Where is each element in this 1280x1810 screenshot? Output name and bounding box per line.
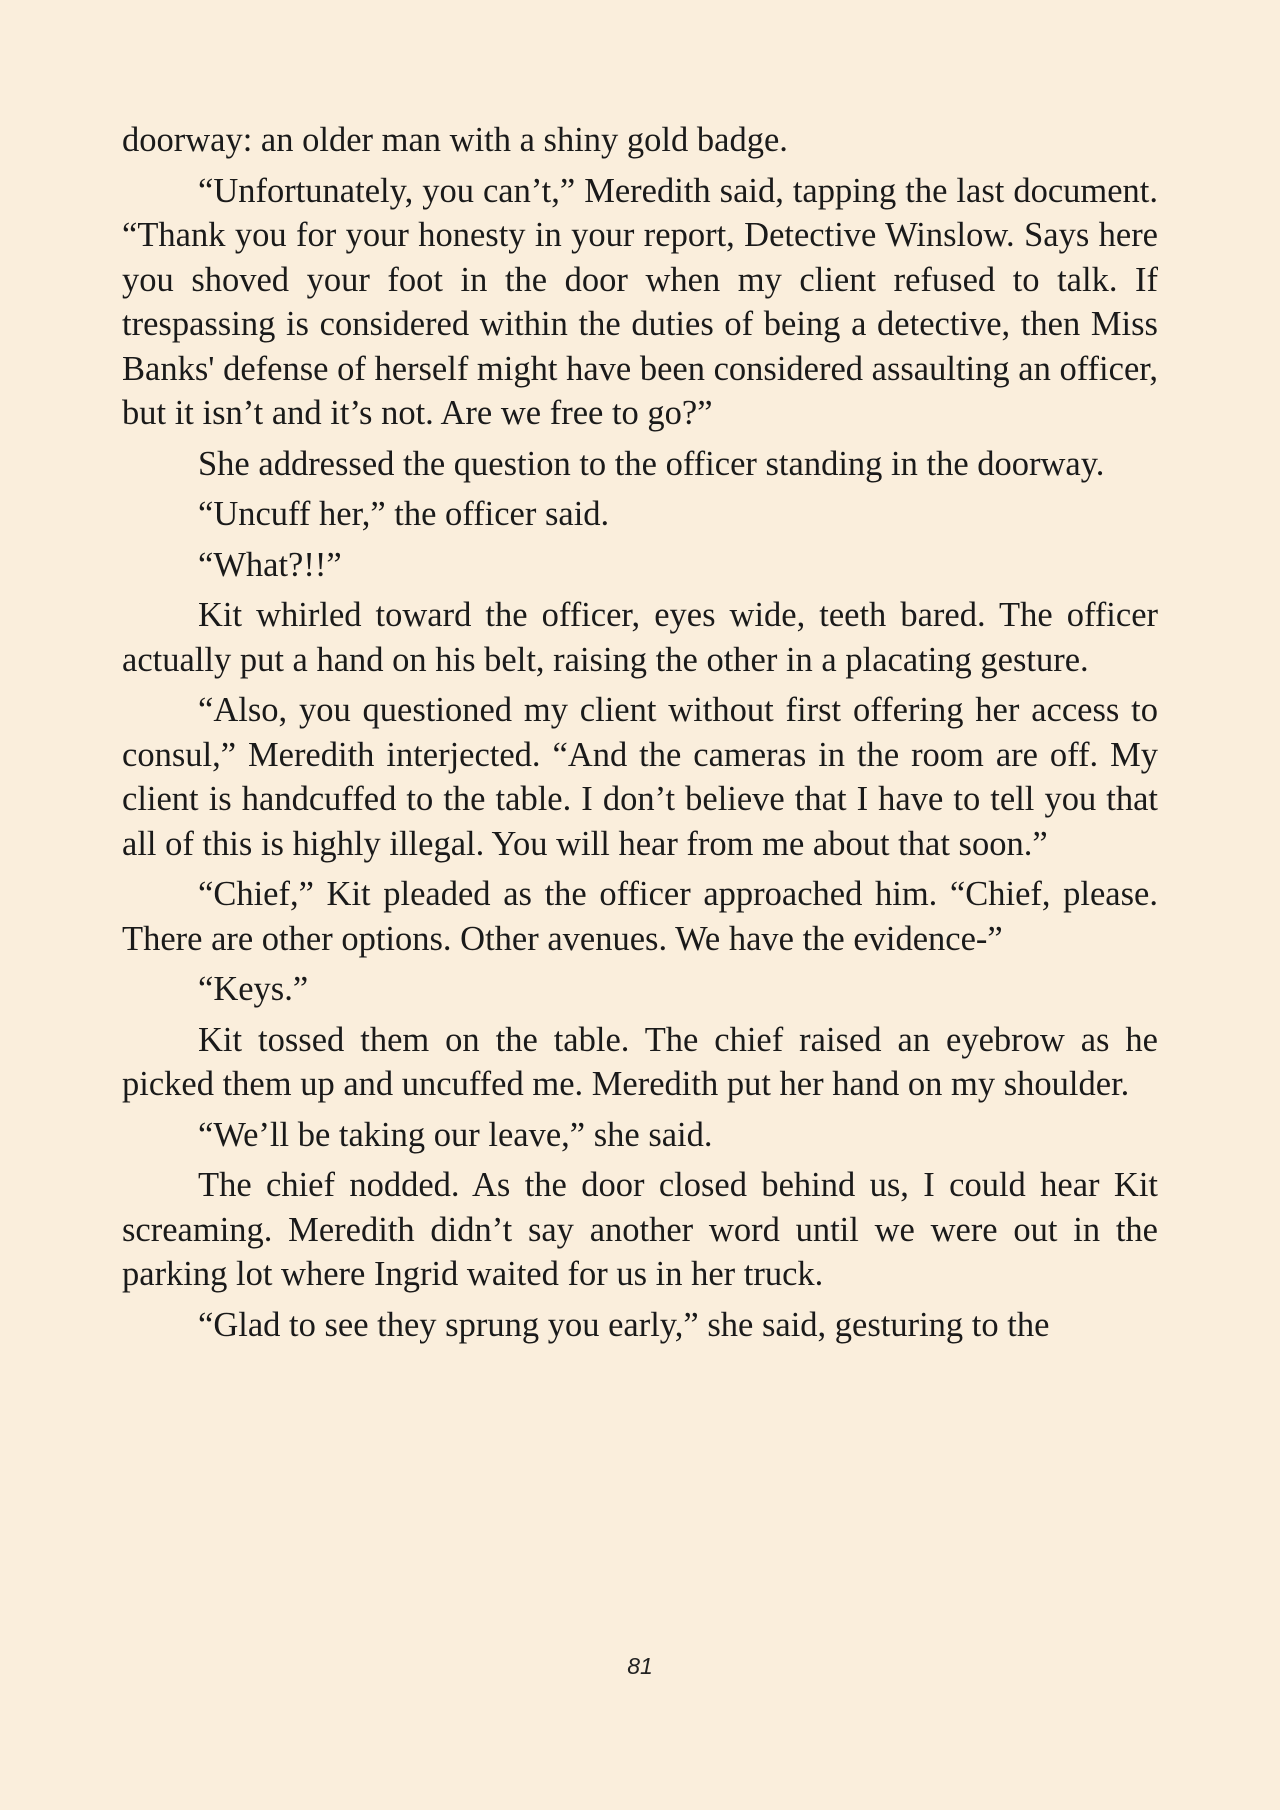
page-body bbox=[122, 118, 1158, 1353]
paragraph: Kit whirled toward the officer, eyes wide, teeth bared. The officer actually put a hand on his belt, raising the other in a placating gesture. bbox=[122, 596, 1158, 679]
paragraph: The chief nodded. As the door closed behind us, I could hear Kit screaming. Meredith didn’t say another word until we were out in the parking lot where Ingrid waited for us in her truck. bbox=[122, 1166, 1158, 1293]
paragraph: “Also, you questioned my client without first offering her access to consul,” Meredith interjected. “And the cameras in the room are off. My client is handcuffed to the table. I don’t believe that I have to tell you that all of this is highly illegal. You will hear from me about that soon.” bbox=[122, 691, 1158, 863]
paragraph: “Glad to see they sprung you early,” she said, gesturing to the bbox=[198, 1305, 1050, 1344]
paragraph: She addressed the question to the officer standing in the doorway. bbox=[198, 444, 1105, 483]
paragraph: “Chief,” Kit pleaded as the officer approached him. “Chief, please. There are other options. Other avenues. We have the evidence-” bbox=[122, 875, 1158, 958]
paragraph: “Keys.” bbox=[198, 970, 309, 1008]
paragraph: “We’ll be taking our leave,” she said. bbox=[198, 1115, 713, 1154]
paragraph: “What?!!” bbox=[198, 545, 342, 584]
page-number: 81 bbox=[627, 1653, 653, 1679]
paragraph: “Unfortunately, you can’t,” Meredith said, tapping the last document. “Thank you for your honesty in your report, Detective Winslow. Says here you shoved your foot in the door when my client refused to talk. If trespassing is considered within the duties of being a detective, then Miss Banks' defense of herself might have been considered assaulting an officer, but it isn’t and it’s not. Are we free to go?” bbox=[122, 171, 1158, 432]
paragraph: Kit tossed them on the table. The chief raised an eyebrow as he picked them up and uncuffed me. Meredith put her hand on my shoulder. bbox=[122, 1020, 1158, 1103]
paragraph: doorway: an older man with a shiny gold badge. bbox=[122, 121, 788, 159]
paragraph: “Uncuff her,” the officer said. bbox=[198, 495, 610, 533]
